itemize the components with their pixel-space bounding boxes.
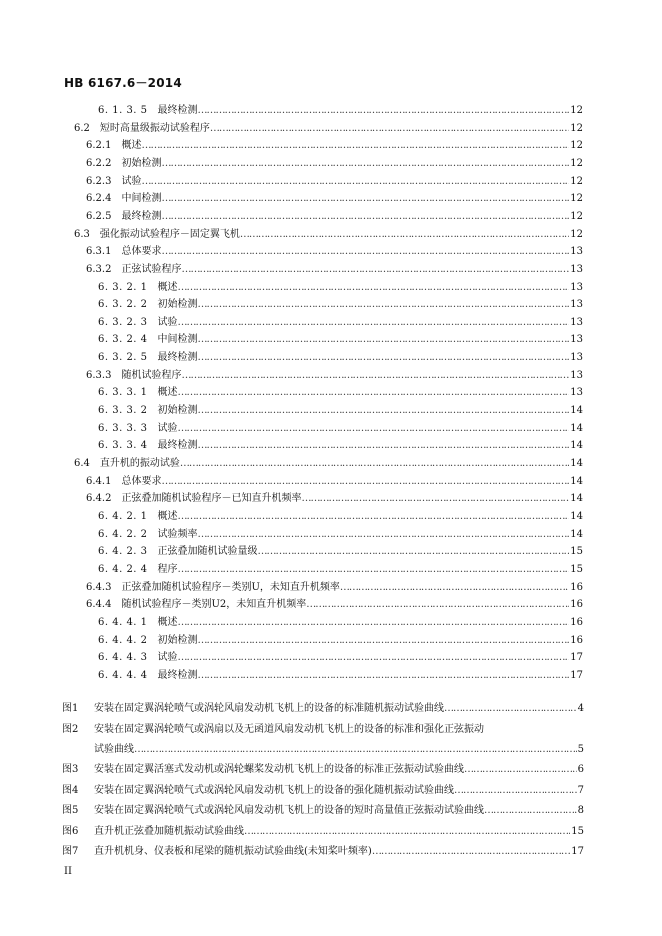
toc-entry-page: 14 xyxy=(570,510,583,522)
toc-entry-title: 初始检测 xyxy=(121,157,162,169)
toc-entry-number: 6. 4. 2. 1 xyxy=(98,510,148,522)
toc-entry-number: 6. 3. 3. 3 xyxy=(98,422,148,434)
figure-entry[interactable] xyxy=(62,802,584,819)
figure-page: 17 xyxy=(571,846,584,857)
figure-entry[interactable] xyxy=(62,782,584,799)
toc-entry-page: 14 xyxy=(570,458,583,469)
toc-entry-page: 13 xyxy=(570,299,583,311)
dot-leader xyxy=(301,490,569,507)
toc-entry-number: 6.3.3 xyxy=(86,369,112,381)
toc-entry[interactable] xyxy=(86,155,583,172)
dot-leader xyxy=(180,455,569,472)
toc-entry-title: 最终检测 xyxy=(157,105,198,116)
dot-leader xyxy=(372,843,570,860)
toc-entry-page: 12 xyxy=(570,228,583,240)
toc-entry-number: 6.4.2 xyxy=(86,493,112,505)
toc-entry-page: 12 xyxy=(570,210,583,222)
figure-title: 直升机机身、仪表板和尾梁的随机振动试验曲线(未知桨叶频率) xyxy=(94,846,372,857)
toc-entry-page: 16 xyxy=(570,599,583,611)
toc-entry-page: 13 xyxy=(570,316,583,328)
figure-page: 15 xyxy=(571,825,584,837)
toc-entry[interactable] xyxy=(86,243,583,260)
dot-leader xyxy=(340,579,569,596)
toc-entry-number: 6. 4. 2. 3 xyxy=(98,546,148,558)
toc-entry-title: 强化振动试验程序－固定翼飞机 xyxy=(99,228,240,240)
toc-entry[interactable] xyxy=(86,137,583,154)
figure-page: 6 xyxy=(577,764,584,775)
toc-entry-title: 试验频率 xyxy=(157,528,198,540)
toc-entry[interactable] xyxy=(86,367,583,384)
toc-entry[interactable] xyxy=(98,102,583,119)
toc-entry-title: 最终检测 xyxy=(157,669,198,681)
dot-leader xyxy=(134,741,577,758)
toc-entry[interactable] xyxy=(86,190,583,207)
toc-entry-number: 6. 4. 2. 4 xyxy=(98,563,148,575)
toc-entry-page: 14 xyxy=(570,440,583,452)
toc-entry-number: 6. 3. 3. 2 xyxy=(98,405,148,417)
toc-entry-number: 6.2.5 xyxy=(86,210,112,222)
toc-entry-number: 6.2.2 xyxy=(86,157,112,169)
toc-entry[interactable] xyxy=(98,420,583,437)
toc-entry-page: 13 xyxy=(570,387,583,399)
toc-entry-page: 14 xyxy=(570,405,583,417)
toc-entry[interactable] xyxy=(86,490,583,507)
figure-label: 图6 xyxy=(62,825,79,837)
figure-page: 4 xyxy=(577,703,584,714)
dot-leader xyxy=(198,296,570,313)
toc-entry-page: 12 xyxy=(570,105,583,116)
figure-title: 安装在固定翼涡轮喷气或涡扇以及无函道风扇发动机飞机上的设备的标准和强化正弦振动 xyxy=(94,723,484,735)
dot-leader xyxy=(198,437,570,454)
toc-entry[interactable] xyxy=(86,173,583,190)
toc-entry-title: 随机试验程序－类别U2，未知直升机频率 xyxy=(121,599,307,611)
figure-label: 图4 xyxy=(62,784,79,796)
toc-entry-title: 中间检测 xyxy=(121,193,162,205)
figure-entry-continuation[interactable] xyxy=(62,741,584,758)
dot-leader xyxy=(178,614,570,631)
figure-title: 安装在固定翼涡轮喷气式或涡轮风扇发动机飞机上的设备的短时高量值正弦振动试验曲线 xyxy=(94,805,484,816)
dot-leader xyxy=(198,632,570,649)
dot-leader xyxy=(198,667,570,684)
toc-entry-number: 6. 4. 4. 1 xyxy=(98,616,148,628)
toc-entry-number: 6.3.2 xyxy=(86,263,112,275)
toc-entry-number: 6.2 xyxy=(74,122,90,134)
toc-entry[interactable] xyxy=(98,508,583,525)
toc-entry-page: 13 xyxy=(570,369,583,381)
toc-entry-title: 试验 xyxy=(121,175,142,187)
toc-entry-number: 6.4 xyxy=(74,458,90,469)
dot-leader xyxy=(178,561,570,578)
dot-leader xyxy=(444,700,577,717)
toc-entry-title: 中间检测 xyxy=(157,334,198,346)
dot-leader xyxy=(198,526,570,543)
toc-entry-title: 初始检测 xyxy=(157,405,198,417)
toc-entry-title: 随机试验程序 xyxy=(121,369,182,381)
toc-entry[interactable] xyxy=(74,226,583,243)
toc-entry[interactable] xyxy=(86,596,583,613)
dot-leader xyxy=(178,314,570,331)
dot-leader xyxy=(181,261,569,278)
toc-entry-number: 6. 3. 3. 4 xyxy=(98,440,148,452)
toc-entry-number: 6. 3. 2. 5 xyxy=(98,352,148,364)
toc-entry-title: 程序 xyxy=(157,563,178,575)
dot-leader xyxy=(161,190,569,207)
toc-entry-page: 15 xyxy=(570,546,583,558)
figure-title-continuation: 试验曲线 xyxy=(94,743,134,755)
figure-label: 图2 xyxy=(62,723,79,735)
toc-entry-page: 16 xyxy=(570,634,583,646)
dot-leader xyxy=(161,243,569,260)
dot-leader xyxy=(306,596,569,613)
toc-entry-number: 6.3 xyxy=(74,228,90,240)
figure-label: 图3 xyxy=(62,764,79,775)
dot-leader xyxy=(240,226,569,243)
figure-entry[interactable] xyxy=(62,721,584,738)
toc-entry[interactable] xyxy=(86,261,583,278)
dot-leader xyxy=(178,279,570,296)
toc-entry-title: 概述 xyxy=(157,387,178,399)
toc-entry-page: 12 xyxy=(570,122,583,134)
toc-entry-page: 13 xyxy=(570,263,583,275)
toc-entry[interactable] xyxy=(98,349,583,366)
dot-leader xyxy=(464,761,577,778)
toc-entry-number: 6. 3. 2. 3 xyxy=(98,316,148,328)
toc-entry[interactable] xyxy=(98,314,583,331)
toc-entry-number: 6. 3. 2. 4 xyxy=(98,334,148,346)
toc-entry-number: 6. 4. 4. 2 xyxy=(98,634,148,646)
toc-entry[interactable] xyxy=(98,279,583,296)
toc-entry-title: 概述 xyxy=(157,510,178,522)
toc-entry-page: 13 xyxy=(570,352,583,364)
toc-entry[interactable] xyxy=(86,208,583,225)
toc-entry-page: 16 xyxy=(570,616,583,628)
figure-label: 图1 xyxy=(62,703,79,714)
toc-entry-title: 试验 xyxy=(157,316,178,328)
dot-leader xyxy=(198,349,570,366)
toc-entry[interactable] xyxy=(98,543,583,560)
toc-entry-page: 14 xyxy=(570,475,583,487)
toc-entry-title: 最终检测 xyxy=(157,352,198,364)
toc-entry[interactable] xyxy=(98,667,583,684)
toc-entry-page: 14 xyxy=(570,528,583,540)
toc-entry-number: 6.2.1 xyxy=(86,140,112,152)
figure-page: 7 xyxy=(577,784,584,796)
toc-entry-title: 正弦叠加随机试验量级 xyxy=(157,546,258,558)
dot-leader xyxy=(198,102,570,119)
toc-entry[interactable] xyxy=(74,455,583,472)
dot-leader xyxy=(178,508,570,525)
toc-entry[interactable] xyxy=(98,384,583,401)
toc-entry-page: 12 xyxy=(570,193,583,205)
toc-entry-number: 6. 3. 3. 1 xyxy=(98,387,148,399)
toc-entry-title: 短时高量级振动试验程序 xyxy=(99,122,210,134)
figure-title: 直升机正弦叠加随机振动试验曲线 xyxy=(94,825,244,837)
dot-leader xyxy=(198,331,570,348)
figure-title: 安装在固定翼涡轮喷气或涡轮风扇发动机飞机上的设备的标准随机振动试验曲线 xyxy=(94,703,444,714)
dot-leader xyxy=(258,543,570,560)
toc-entry-number: 6.2.3 xyxy=(86,175,112,187)
toc-entry-number: 6.4.1 xyxy=(86,475,112,487)
toc-entry-number: 6.3.1 xyxy=(86,246,112,258)
toc-entry[interactable] xyxy=(98,561,583,578)
toc-entry[interactable] xyxy=(86,579,583,596)
toc-entry-number: 6.2.4 xyxy=(86,193,112,205)
toc-entry-title: 正弦试验程序 xyxy=(121,263,182,275)
figure-page: 8 xyxy=(577,805,584,816)
page-number-footer: II xyxy=(64,866,72,877)
dot-leader xyxy=(210,120,569,137)
toc-entry-page: 12 xyxy=(570,140,583,152)
dot-leader xyxy=(141,173,569,190)
dot-leader xyxy=(161,473,569,490)
figure-entry[interactable] xyxy=(62,700,584,717)
toc-entry-title: 总体要求 xyxy=(121,475,162,487)
figure-page: 5 xyxy=(577,743,584,755)
dot-leader xyxy=(141,137,569,154)
toc-entry-number: 6.4.4 xyxy=(86,599,112,611)
toc-entry[interactable] xyxy=(98,649,583,666)
toc-entry-number: 6. 4. 4. 3 xyxy=(98,652,148,664)
dot-leader xyxy=(181,367,569,384)
figure-label: 图7 xyxy=(62,846,79,857)
toc-entry[interactable] xyxy=(98,437,583,454)
toc-entry-page: 14 xyxy=(570,422,583,434)
toc-entry-title: 总体要求 xyxy=(121,246,162,258)
toc-entry-title: 试验 xyxy=(157,652,178,664)
toc-entry-page: 13 xyxy=(570,281,583,293)
toc-entry-page: 15 xyxy=(570,563,583,575)
toc-entry[interactable] xyxy=(98,632,583,649)
toc-entry-page: 13 xyxy=(570,334,583,346)
toc-entry-title: 正弦叠加随机试验程序－已知直升机频率 xyxy=(121,493,302,505)
toc-entry[interactable] xyxy=(86,473,583,490)
toc-entry-title: 初始检测 xyxy=(157,299,198,311)
toc-entry-title: 最终检测 xyxy=(121,210,162,222)
figure-title: 安装在固定翼活塞式发动机或涡轮螺桨发动机飞机上的设备的标准正弦振动试验曲线 xyxy=(94,764,464,775)
toc-entry-number: 6. 3. 2. 1 xyxy=(98,281,148,293)
figure-title: 安装在固定翼涡轮喷气式或涡轮风扇发动机飞机上的设备的强化随机振动试验曲线 xyxy=(94,784,454,796)
toc-entry-number: 6. 3. 2. 2 xyxy=(98,299,148,311)
toc-entry-title: 概述 xyxy=(121,140,142,152)
toc-entry-page: 17 xyxy=(570,652,583,664)
toc-entry-number: 6. 4. 2. 2 xyxy=(98,528,148,540)
toc-entry[interactable] xyxy=(98,614,583,631)
figure-entry[interactable] xyxy=(62,823,584,840)
dot-leader xyxy=(454,782,577,799)
toc-entry-page: 16 xyxy=(570,581,583,593)
dot-leader xyxy=(484,802,577,819)
toc-entry-title: 初始检测 xyxy=(157,634,198,646)
dot-leader xyxy=(178,649,570,666)
dot-leader xyxy=(161,208,569,225)
toc-entry-page: 14 xyxy=(570,493,583,505)
toc-entry[interactable] xyxy=(98,331,583,348)
toc-entry[interactable] xyxy=(98,526,583,543)
toc-entry-number: 6.4.3 xyxy=(86,581,112,593)
toc-entry[interactable] xyxy=(98,296,583,313)
toc-entry-page: 13 xyxy=(570,246,583,258)
dot-leader xyxy=(178,384,570,401)
toc-entry-page: 12 xyxy=(570,157,583,169)
toc-entry-title: 概述 xyxy=(157,616,178,628)
toc-entry-page: 12 xyxy=(570,175,583,187)
dot-leader xyxy=(198,402,570,419)
figure-label: 图5 xyxy=(62,805,79,816)
dot-leader xyxy=(244,823,570,840)
toc-entry-number: 6. 4. 4. 4 xyxy=(98,669,148,681)
toc-entry-number: 6. 1. 3. 5 xyxy=(98,105,148,116)
toc-entry-title: 直升机的振动试验 xyxy=(99,458,180,469)
document-header: HB 6167.6－2014 xyxy=(64,76,182,90)
toc-entry-page: 17 xyxy=(570,669,583,681)
toc-entry[interactable] xyxy=(74,120,583,137)
toc-entry-title: 最终检测 xyxy=(157,440,198,452)
toc-entry-title: 概述 xyxy=(157,281,178,293)
toc-entry-title: 正弦叠加随机试验程序－类别U，未知直升机频率 xyxy=(121,581,340,593)
dot-leader xyxy=(161,155,569,172)
dot-leader xyxy=(178,420,570,437)
figure-entry[interactable] xyxy=(62,761,584,778)
toc-entry[interactable] xyxy=(98,402,583,419)
figure-entry[interactable] xyxy=(62,843,584,860)
toc-entry-title: 试验 xyxy=(157,422,178,434)
